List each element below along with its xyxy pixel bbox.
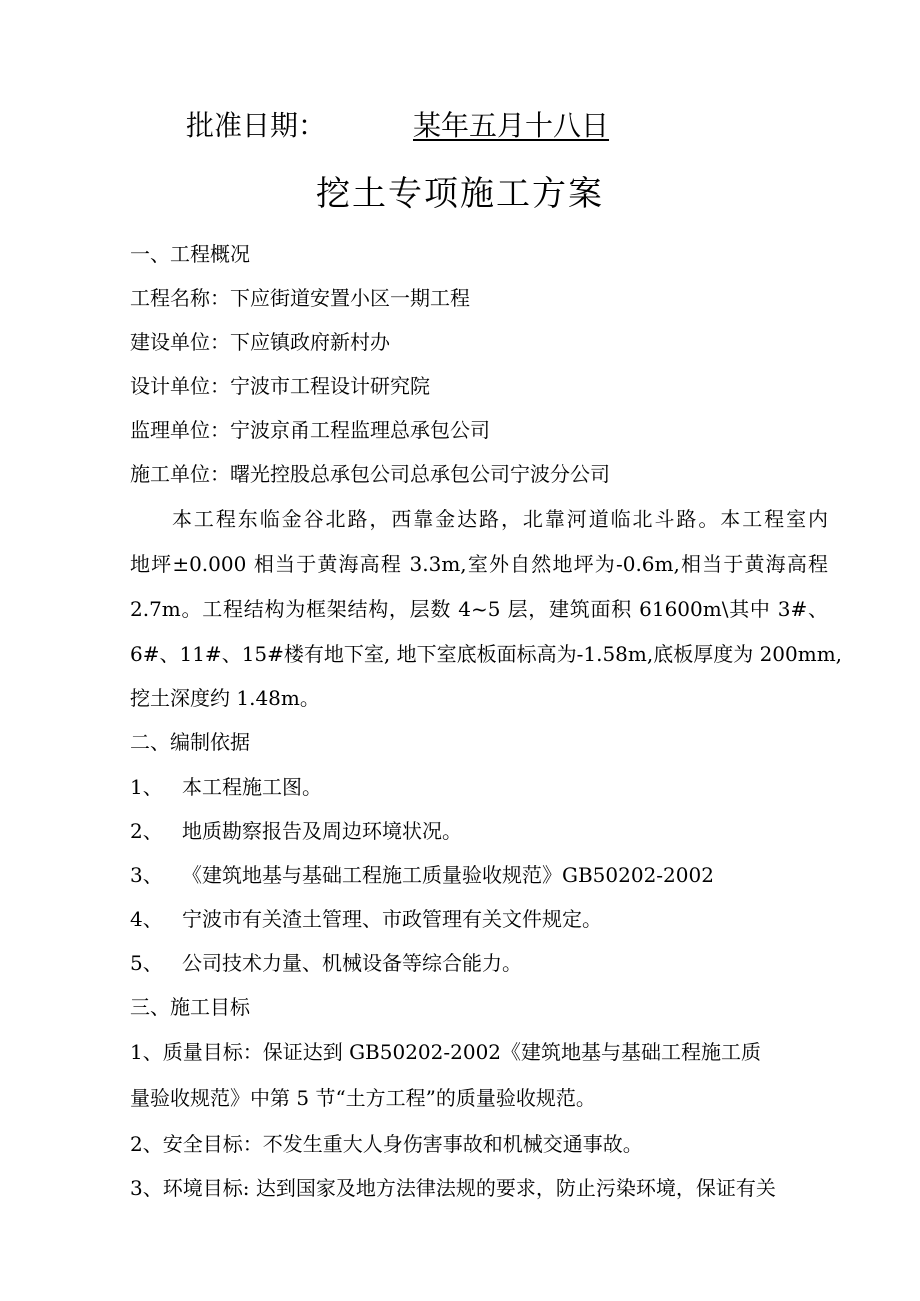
approval-date-label: 批准日期：	[186, 109, 327, 142]
basis-item-number: 1、	[130, 775, 163, 799]
overview-line-4: 6#、11#、15#楼有地下室, 地下室底板面标高为-1.58m,底板厚度为 200mm,	[130, 642, 843, 666]
overview-line-1: 本工程东临金谷北路，西靠金达路，北靠河道临北斗路。本工程室内	[172, 507, 828, 531]
approval-date-value: 某年五月十八日	[413, 109, 610, 142]
environment-goal-line: 3、环境目标: 达到国家及地方法律法规的要求，防止污染环境，保证有关	[130, 1176, 776, 1200]
supervisor-line: 监理单位：宁波京甬工程监理总承包公司	[130, 418, 490, 442]
basis-item-text: 地质勘察报告及周边环境状况。	[182, 819, 462, 843]
basis-item	[130, 947, 522, 976]
basis-item-text: 本工程施工图。	[182, 775, 322, 799]
section-2-heading: 二、编制依据	[130, 730, 250, 754]
safety-goal-line: 2、安全目标：不发生重大人身伤害事故和机械交通事故。	[130, 1132, 643, 1156]
basis-item	[130, 859, 714, 888]
approval-date-row	[186, 104, 610, 144]
basis-item-text: 公司技术力量、机械设备等综合能力。	[182, 951, 522, 975]
overview-line-3: 2.7m。工程结构为框架结构，层数 4~5 层，建筑面积 61600m\其中 3#、	[130, 597, 828, 621]
basis-item-text: 宁波市有关渣土管理、市政管理有关文件规定。	[182, 907, 602, 931]
designer-line: 设计单位：宁波市工程设计研究院	[130, 374, 430, 398]
basis-item-number: 3、	[130, 863, 163, 887]
overview-line-5: 挖土深度约 1.48m。	[130, 686, 320, 710]
basis-item-number: 2、	[130, 819, 163, 843]
quality-goal-line-1: 1、质量目标：保证达到 GB50202-2002《建筑地基与基础工程施工质	[130, 1040, 762, 1064]
document-title: 挖土专项施工方案	[316, 174, 604, 214]
contractor-line: 施工单位：曙光控股总承包公司总承包公司宁波分公司	[130, 462, 610, 486]
quality-goal-line-2: 量验收规范》中第 5 节“土方工程”的质量验收规范。	[130, 1086, 596, 1110]
basis-item	[130, 903, 602, 932]
basis-item-number: 5、	[130, 951, 163, 975]
builder-line: 建设单位：下应镇政府新村办	[130, 330, 390, 354]
project-name-line: 工程名称：下应街道安置小区一期工程	[130, 286, 470, 310]
basis-item-number: 4、	[130, 907, 163, 931]
section-1-heading: 一、工程概况	[130, 242, 250, 266]
overview-line-2: 地坪±0.000 相当于黄海高程 3.3m,室外自然地坪为-0.6m,相当于黄海高程	[130, 552, 828, 576]
basis-item	[130, 815, 462, 844]
basis-item-text: 《建筑地基与基础工程施工质量验收规范》GB50202-2002	[182, 863, 714, 887]
basis-item	[130, 771, 322, 800]
section-3-heading: 三、施工目标	[130, 995, 250, 1019]
